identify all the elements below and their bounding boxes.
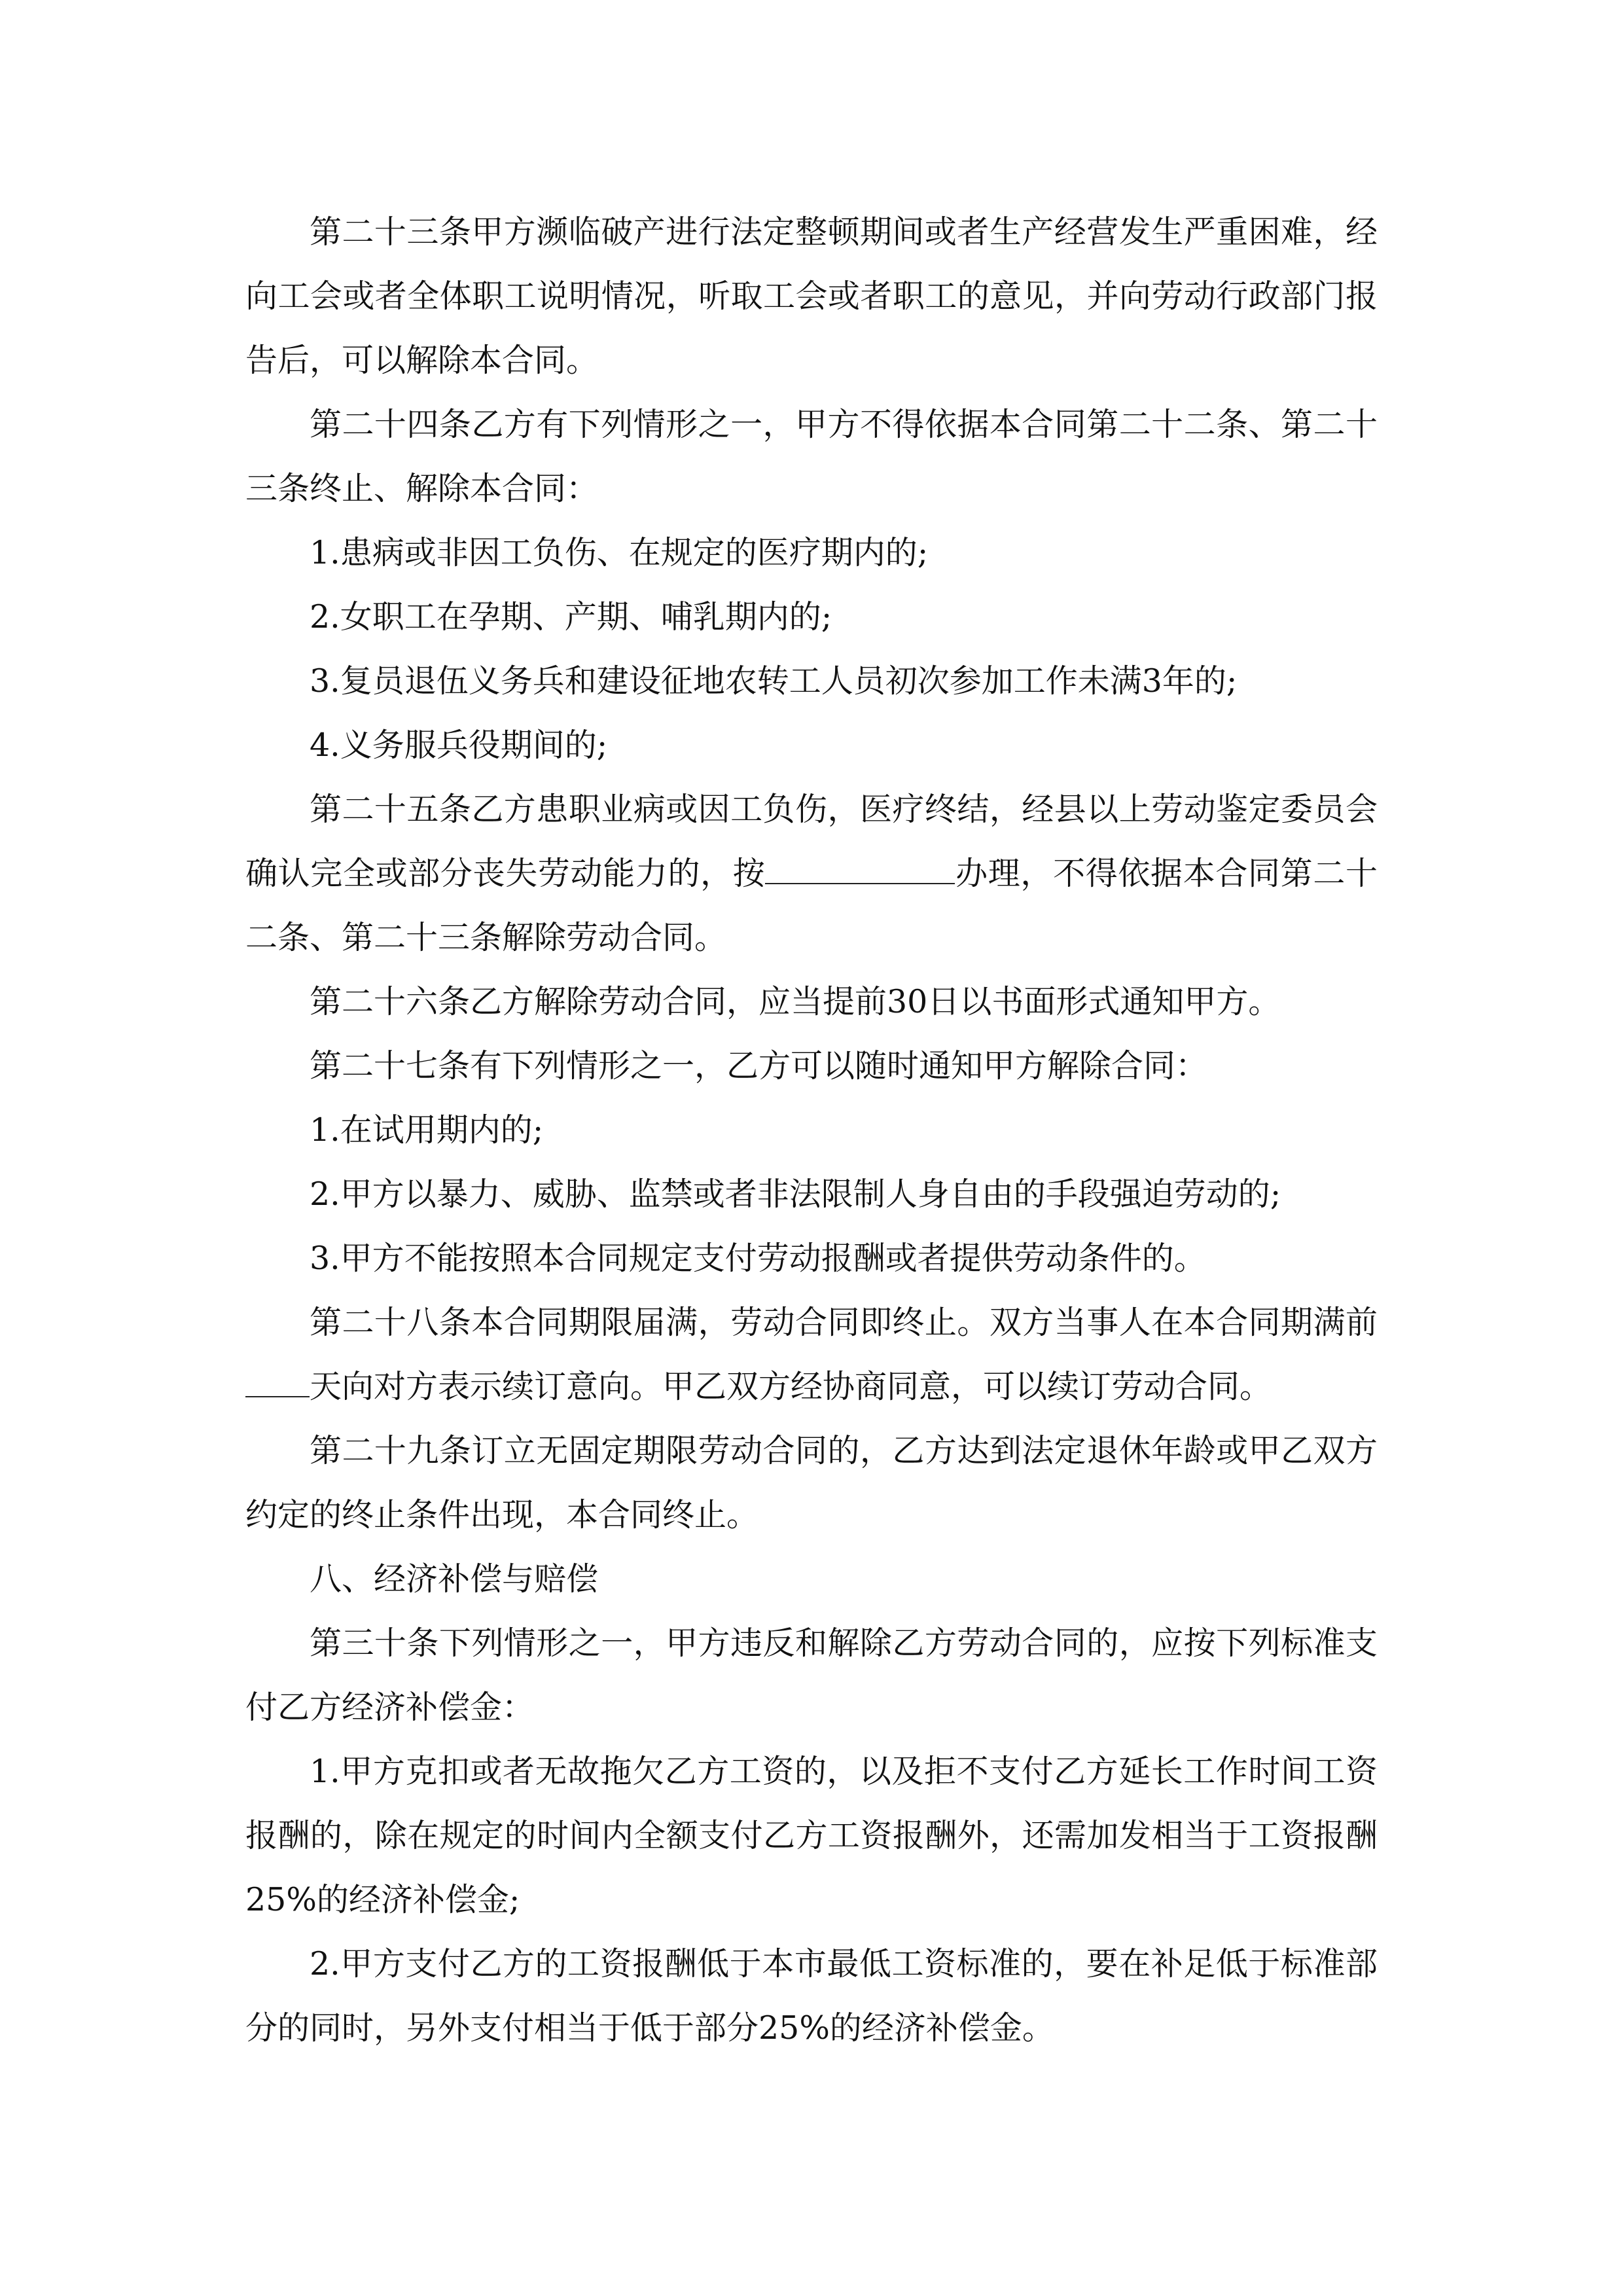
list-item: 1.在试用期内的; xyxy=(310,1111,544,1149)
paragraph-article-23: 第二十三条甲方濒临破产进行法定整顿期间或者生产经营发生严重困难，经向工会或者全体职工说明情况，听取工会或者职工的意见，并向劳动行政部门报告后，可以解除本合同。 xyxy=(245,213,1378,379)
list-item: 4.义务服兵役期间的; xyxy=(310,726,608,764)
paragraph-article-24: 第二十四条乙方有下列情形之一，甲方不得依据本合同第二十二条、第二十三条终止、解除本合同： xyxy=(245,406,1378,507)
article-28-text-before: 第二十八条本合同期限届满，劳动合同即终止。双方当事人在本合同期满前 xyxy=(310,1304,1378,1341)
list-item: 1.甲方克扣或者无故拖欠乙方工资的，以及拒不支付乙方延长工作时间工资报酬的，除在规定的时间内全额支付乙方工资报酬外，还需加发相当于工资报酬25%的经济补偿金; xyxy=(245,1753,1378,1918)
article-25-text-before: 第二十五条乙方患职业病或因工负伤，医疗终结，经县以上劳动鉴定委员会确认完全或部分丧失劳动能力的，按 xyxy=(245,791,1378,892)
paragraph-article-27: 第二十七条有下列情形之一，乙方可以随时通知甲方解除合同： xyxy=(310,1047,1208,1085)
list-item: 3.复员退伍义务兵和建设征地农转工人员初次参加工作未满3年的; xyxy=(310,662,1238,700)
paragraph-article-30: 第三十条下列情形之一，甲方违反和解除乙方劳动合同的，应按下列标准支付乙方经济补偿金： xyxy=(245,1624,1378,1726)
paragraph-article-29: 第二十九条订立无固定期限劳动合同的，乙方达到法定退休年龄或甲乙双方约定的终止条件出现，本合同终止。 xyxy=(245,1432,1378,1534)
fill-in-blank-line xyxy=(765,882,955,884)
document-body xyxy=(245,200,1378,2060)
list-item: 2.甲方支付乙方的工资报酬低于本市最低工资标准的，要在补足低于标准部分的同时，另外支付相当于低于部分25%的经济补偿金。 xyxy=(245,1945,1378,2047)
section-heading: 八、经济补偿与赔偿 xyxy=(310,1560,599,1598)
list-item: 2.甲方以暴力、威胁、监禁或者非法限制人身自由的手段强迫劳动的; xyxy=(310,1175,1281,1213)
list-item: 3.甲方不能按照本合同规定支付劳动报酬或者提供劳动条件的。 xyxy=(310,1240,1206,1277)
article-28-text-after: 天向对方表示续订意向。甲乙双方经协商同意，可以续订劳动合同。 xyxy=(310,1368,1272,1405)
fill-in-blank-line xyxy=(245,1395,310,1397)
paragraph-article-25 xyxy=(245,778,1378,970)
list-item: 1.患病或非因工负伤、在规定的医疗期内的; xyxy=(310,534,929,571)
list-item: 2.女职工在孕期、产期、哺乳期内的; xyxy=(310,598,832,636)
paragraph-article-26: 第二十六条乙方解除劳动合同，应当提前30日以书面形式通知甲方。 xyxy=(310,983,1281,1020)
paragraph-article-28 xyxy=(245,1291,1378,1419)
article-25-text-after: 办理，不得依据本合同第二十二条、第二十三条解除劳动合同。 xyxy=(245,855,1378,956)
